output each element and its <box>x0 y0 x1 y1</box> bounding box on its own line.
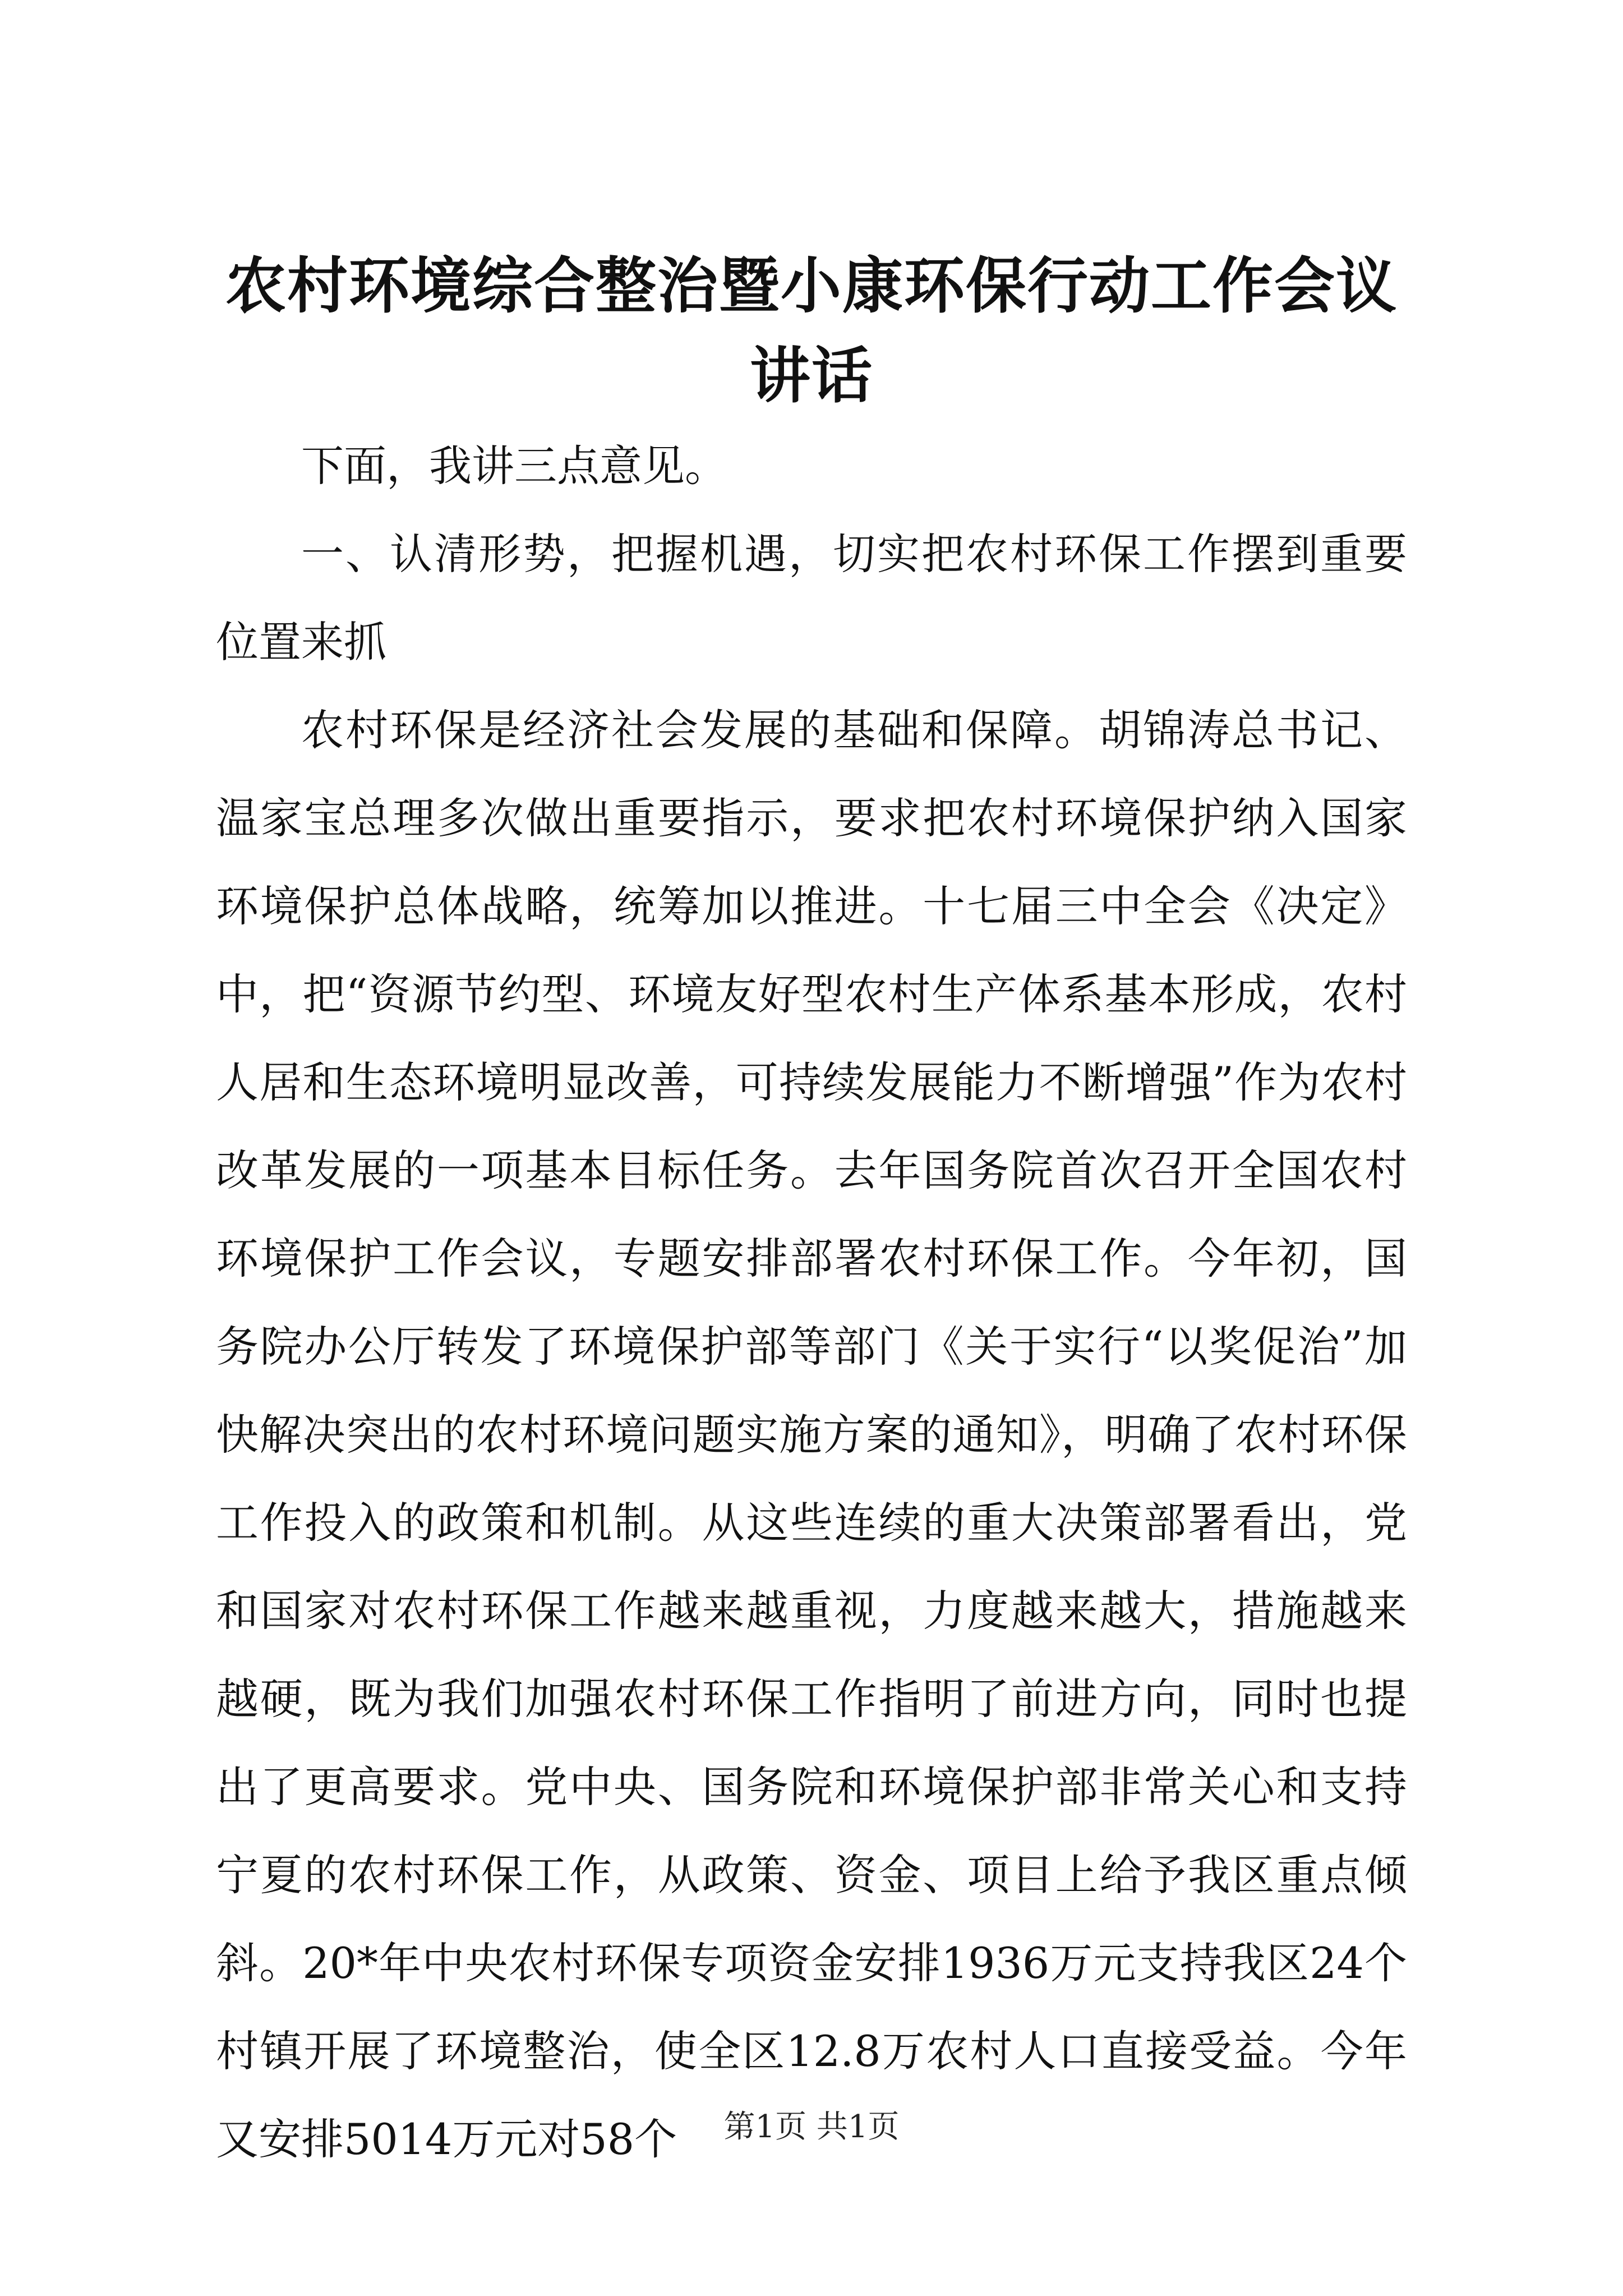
document-body <box>216 422 1407 2183</box>
section-heading-1: 一、认清形势，把握机遇，切实把农村环保工作摆到重要位置来抓 <box>216 529 1407 667</box>
document-title: 农村环境综合整治暨小康环保行动工作会议讲话 <box>225 251 1398 411</box>
page-footer: 第1页 共1页 <box>723 2109 900 2145</box>
paragraph-body: 农村环保是经济社会发展的基础和保障。胡锦涛总书记、温家宝总理多次做出重要指示，要求把农村环境保护纳入国家环境保护总体战略，统筹加以推进。十七届三中全会《决定》中，把“资源节约型、环境友好型农村生产体系基本形成，农村人居和生态环境明显改善，可持续发展能力不断增强”作为农村改革发展的一项基本目标任务。去年国务院首次召开全国农村环境保护工作会议，专题安排部署农村环保工作。今年初，国务院办公厅转发了环境保护部等部门《关于实行“以奖促治”加快解决突出的农村环境问题实施方案的通知》，明确了农村环保工作投入的政策和机制。从这些连续的重大决策部署看出，党和国家对农村环保工作越来越重视，力度越来越大，措施越来越硬，既为我们加强农村环保工作指明了前进方向，同时也提出了更高要求。党中央、国务院和环境保护部非常关心和支持宁夏的农村环保工作，从政策、资金、项目上给予我区重点倾斜。20*年中央农村环保专项资金安排1936万元支持我区24个村镇开展了环境整治，使全区12.8万农村人口直接受益。今年又安排5014万元对58个 <box>216 705 1407 2164</box>
paragraph-intro: 下面，我讲三点意见。 <box>301 441 727 491</box>
